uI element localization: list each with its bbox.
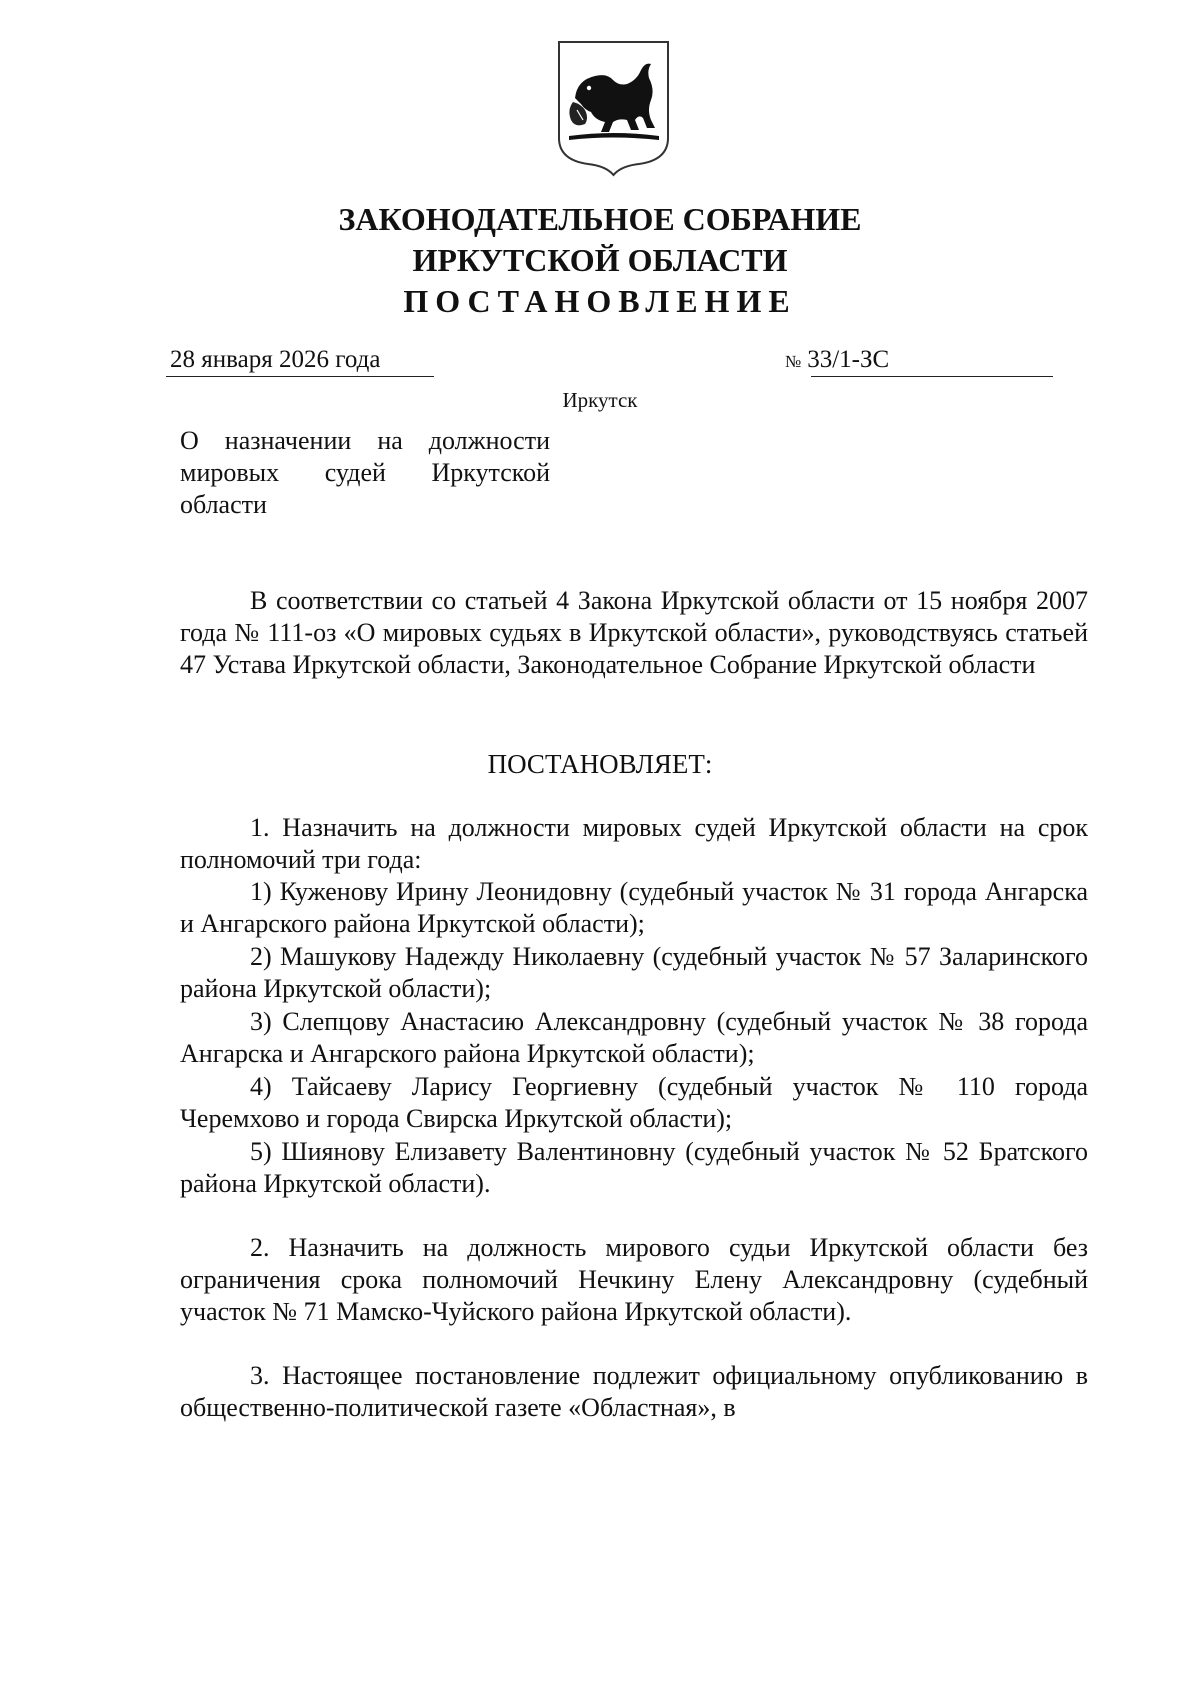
document-type-title: ПОСТАНОВЛЕНИЕ xyxy=(403,283,797,319)
issuer-name-line-1: ЗАКОНОДАТЕЛЬНОЕ СОБРАНИЕ xyxy=(338,201,862,237)
clause-1-item: 3) Слепцову Анастасию Александровну (судебный участок № 38 города Ангарска и Ангарского района Иркутской области); xyxy=(180,1007,1088,1068)
legal-basis-paragraph: В соответствии со статьей 4 Закона Иркутской области от 15 ноября 2007 года № 111-оз «О мировых судьях в Иркутской области», руководствуясь статьей 47 Устава Иркутской области, Законодательное Собрание Иркутской области xyxy=(180,586,1088,679)
clause-1-item: 2) Машукову Надежду Николаевну (судебный участок № 57 Заларинского района Иркутской области); xyxy=(180,942,1088,1003)
clause-1-item: 5) Шиянову Елизавету Валентиновну (судебный участок № 52 Братского района Иркутской области). xyxy=(180,1137,1088,1198)
decree-word: ПОСТАНОВЛЯЕТ: xyxy=(487,749,713,779)
irkutsk-babr-coat-of-arms-icon xyxy=(555,40,672,177)
document-number-block xyxy=(785,344,1053,377)
document-subject: О назначении на должности мировых судей Иркутской области xyxy=(180,426,550,519)
issuer-name-line-2: ИРКУТСКОЙ ОБЛАСТИ xyxy=(412,242,788,278)
number-underline xyxy=(811,376,1053,377)
clause-1: 1. Назначить на должности мировых судей Иркутской области на срок полномочий три года: xyxy=(180,813,1088,874)
clause-3: 3. Настоящее постановление подлежит официальному опубликованию в общественно-политической газете «Областная», в xyxy=(180,1361,1088,1422)
clause-2: 2. Назначить на должность мирового судьи Иркутской области без ограничения срока полномочий Нечкину Елену Александровну (судебный участок № 71 Мамско-Чуйского района Иркутской области). xyxy=(180,1233,1088,1326)
document-date: 28 января 2026 года xyxy=(166,344,434,377)
document-city: Иркутск xyxy=(562,388,638,412)
number-sign: № xyxy=(785,352,802,371)
document-number: 33/1-ЗС xyxy=(807,346,890,373)
clause-1-item: 1) Куженову Ирину Леонидовну (судебный участок № 31 города Ангарска и Ангарского района Иркутской области); xyxy=(180,877,1088,938)
clause-1-item: 4) Тайсаеву Ларису Георгиевну (судебный участок № 110 города Черемхово и города Свирска Иркутской области); xyxy=(180,1072,1088,1133)
